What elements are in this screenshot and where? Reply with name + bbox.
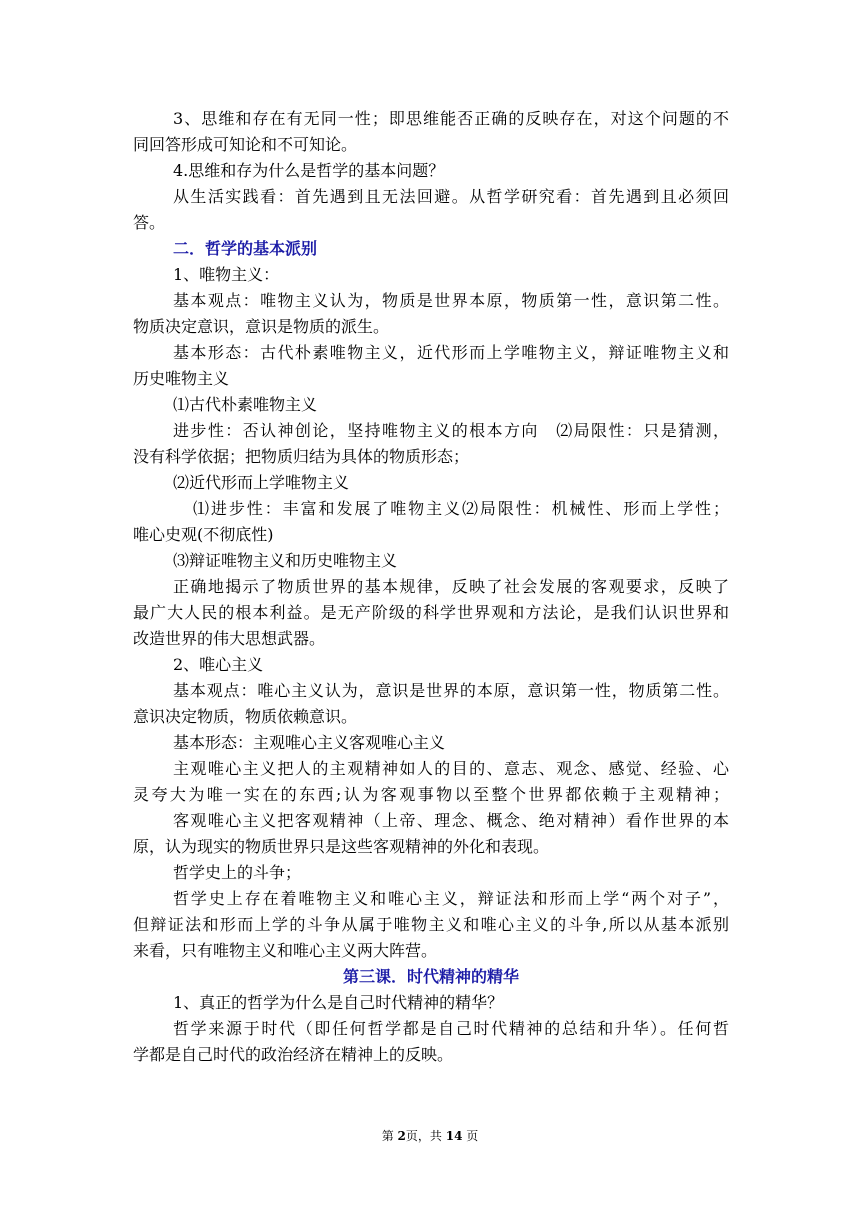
footer-middle: 页，共	[405, 1129, 446, 1143]
text-line: 同回答形成可知论和不可知论。	[133, 135, 358, 154]
text-line: 基本观点：唯心主义认为，意识是世界的本原，意识第一性，物质第二性。	[173, 681, 729, 700]
text-line: 1、真正的哲学为什么是自己时代精神的精华？	[173, 993, 504, 1012]
text-line: 灵夸大为唯一实在的东西;认为客观事物以至整个世界都依赖于主观精神；	[133, 785, 729, 804]
text-line: 哲学史上存在着唯物主义和唯心主义，辩证法和形而上学“两个对子”，	[173, 889, 729, 908]
text-line: ⑵近代形而上学唯物主义	[173, 473, 350, 492]
footer-prefix: 第	[381, 1129, 398, 1143]
text-line: 物质决定意识，意识是物质的派生。	[133, 317, 390, 336]
lesson-heading: 第三课．时代精神的精华	[342, 967, 519, 986]
text-line: 基本观点：唯物主义认为，物质是世界本原，物质第一性，意识第二性。	[173, 291, 729, 310]
text-line: ⑴古代朴素唯物主义	[173, 395, 318, 414]
section-heading: 二．哲学的基本派别	[173, 239, 318, 258]
text-line: 正确地揭示了物质世界的基本规律，反映了社会发展的客观要求，反映了	[173, 577, 729, 596]
footer-current-page: 2	[397, 1129, 406, 1143]
text-line: 答。	[133, 213, 166, 232]
text-line: 改造世界的伟大思想武器。	[133, 629, 326, 648]
text-line: 基本形态：主观唯心主义客观唯心主义	[173, 733, 446, 752]
text-line: 但辩证法和形而上学的斗争从属于唯物主义和唯心主义的斗争,所以从基本派别	[133, 915, 729, 934]
text-line: 哲学来源于时代（即任何哲学都是自己时代精神的总结和升华）。任何哲	[173, 1019, 729, 1038]
text-line: 历史唯物主义	[133, 369, 230, 388]
footer-suffix: 页	[462, 1129, 479, 1143]
text-line: 没有科学依据；把物质归结为具体的物质形态；	[133, 447, 470, 466]
text-line: 哲学史上的斗争；	[173, 863, 302, 882]
text-line: 主观唯心主义把人的主观精神如人的目的、意志、观念、感觉、经验、心	[173, 759, 729, 778]
page-footer	[0, 1128, 860, 1144]
document-body	[133, 106, 729, 1068]
text-line: 基本形态：古代朴素唯物主义，近代形而上学唯物主义，辩证唯物主义和	[173, 343, 729, 362]
text-line: 原，认为现实的物质世界只是这些客观精神的外化和表现。	[133, 837, 550, 856]
text-line: 来看，只有唯物主义和唯心主义两大阵营。	[133, 941, 438, 960]
text-line: 意识决定物质，物质依赖意识。	[133, 707, 358, 726]
text-line: 学都是自己时代的政治经济在精神上的反映。	[133, 1045, 454, 1064]
text-line: ⑴进步性：丰富和发展了唯物主义⑵局限性：机械性、形而上学性；	[193, 499, 729, 518]
text-line: 2、唯心主义	[173, 655, 264, 674]
footer-total-pages: 14	[445, 1129, 463, 1143]
text-line: 进步性：否认神创论，坚持唯物主义的根本方向 ⑵局限性：只是猜测，	[173, 421, 729, 440]
text-line: ⑶辩证唯物主义和历史唯物主义	[173, 551, 398, 570]
text-line: 1、唯物主义：	[173, 265, 280, 284]
text-line: 唯心史观(不彻底性)	[133, 525, 274, 544]
text-line: 4.思维和存为什么是哲学的基本问题？	[173, 161, 445, 180]
text-line: 3、思维和存在有无同一性；即思维能否正确的反映存在，对这个问题的不	[173, 109, 729, 128]
text-line: 客观唯心主义把客观精神（上帝、理念、概念、绝对精神）看作世界的本	[173, 811, 729, 830]
text-line: 从生活实践看：首先遇到且无法回避。从哲学研究看：首先遇到且必须回	[173, 187, 729, 206]
text-line: 最广大人民的根本利益。是无产阶级的科学世界观和方法论，是我们认识世界和	[133, 603, 729, 622]
